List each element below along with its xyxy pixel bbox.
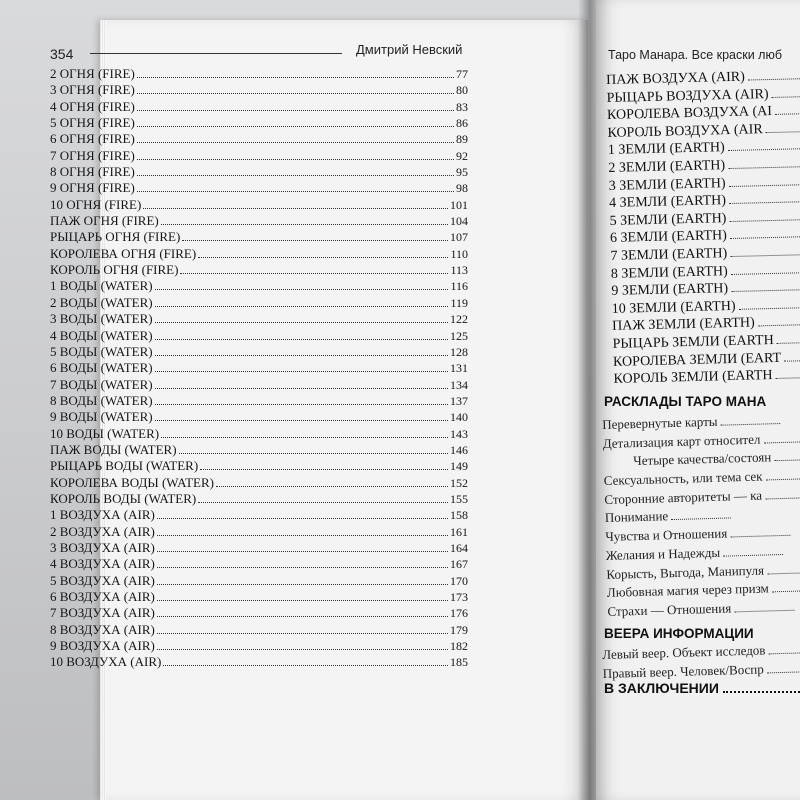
toc-entry-title: КОРОЛЕВА ОГНЯ (FIRE) [50, 245, 197, 261]
toc-entry-page: 164 [450, 540, 468, 555]
dot-leader [721, 423, 781, 426]
dot-leader [137, 93, 454, 94]
toc-entry-page: 95 [456, 165, 468, 180]
dot-leader [216, 486, 448, 487]
toc-entry-page: 146 [450, 442, 468, 457]
dot-leader [734, 610, 794, 613]
toc-entry [50, 622, 468, 638]
toc-entry [50, 556, 468, 572]
toc-entry-title: КОРОЛЬ ЗЕМЛИ (EARTH [613, 368, 773, 387]
toc-entry-page: 185 [450, 655, 468, 670]
toc-entry-page: 170 [450, 573, 468, 588]
toc-entry [50, 180, 468, 196]
toc-entry-page: 173 [450, 590, 468, 604]
toc-entry-page: 161 [450, 524, 468, 539]
running-header-left [50, 42, 480, 64]
toc-entry-title: РЫЦАРЬ ВОДЫ (WATER) [50, 458, 199, 474]
toc-entry-title: 8 ОГНЯ (FIRE) [50, 164, 135, 180]
toc-entry-title: 6 ВОДЫ (WATER) [50, 360, 153, 376]
toc-entry [50, 393, 468, 409]
toc-subentry-title: Сексуальность, или тема сек [603, 468, 763, 489]
toc-entry-page: 152 [450, 475, 468, 490]
toc-entry-title: 5 ЗЕМЛИ (EARTH) [609, 210, 727, 229]
toc-entry-title: КОРОЛЕВА ВОДЫ (WATER) [50, 474, 214, 490]
toc-entry-page: 122 [450, 312, 468, 327]
toc-subentry-title: Сторонние авторитеты — ка [604, 487, 763, 507]
right-page [596, 0, 800, 800]
toc-entry-title: 6 ЗЕМЛИ (EARTH) [609, 228, 727, 247]
toc-entry-page: 149 [450, 459, 468, 474]
table-of-contents-right [606, 66, 800, 389]
toc-entry-page: 137 [450, 393, 468, 408]
dot-leader [137, 175, 454, 176]
header-rule [90, 53, 342, 54]
toc-entry-title: ПАЖ ВОДЫ (WATER) [50, 441, 177, 457]
dot-leader [157, 600, 448, 601]
toc-entry-title: 5 ВОЗДУХА (AIR) [50, 572, 155, 588]
toc-entry-title: 2 ЗЕМЛИ (EARTH) [608, 158, 726, 176]
toc-entry-page: 107 [450, 230, 468, 245]
toc-subentry-title: Желания и Надежды [605, 544, 721, 563]
dot-leader [731, 289, 800, 292]
dot-leader [157, 616, 448, 617]
toc-entry [50, 589, 468, 605]
toc-entry [50, 213, 468, 229]
page-number: 354 [50, 46, 74, 62]
toc-entry [50, 491, 468, 507]
toc-entry [50, 442, 468, 458]
toc-entry [50, 115, 468, 131]
dot-leader [161, 224, 448, 225]
toc-entry-title: КОРОЛЬ ВОЗДУХА (AIR [607, 121, 763, 141]
dot-leader [767, 571, 800, 574]
toc-entry-page: 89 [456, 132, 468, 147]
section-title-fans: ВЕЕРА ИНФОРМАЦИИ [604, 626, 754, 641]
dot-leader [775, 112, 800, 115]
toc-subentry-title: Понимание [604, 508, 669, 526]
toc-subentry-title: Правый веер. Человек/Воспр [602, 661, 764, 681]
toc-entry [50, 246, 468, 262]
toc-entry-title: 5 ВОДЫ (WATER) [50, 343, 153, 359]
toc-entry-title: 8 ВОДЫ (WATER) [50, 392, 153, 408]
toc-entry-title: 2 ОГНЯ (FIRE) [50, 66, 135, 81]
toc-entry-title: КОРОЛЬ ВОДЫ (WATER) [50, 490, 197, 506]
section-title-spreads: РАСКЛАДЫ ТАРО МАНА [604, 394, 767, 409]
dot-leader [758, 323, 800, 326]
toc-subentry-title: Детализация карт относител [602, 431, 761, 451]
toc-entry-title: 5 ОГНЯ (FIRE) [50, 115, 135, 131]
dot-leader [728, 166, 800, 169]
toc-entry-page: 131 [450, 361, 468, 376]
toc-subentry-title: Страхи — Отношения [607, 600, 732, 619]
toc-entry-page: 86 [456, 116, 468, 131]
toc-entry [50, 295, 468, 311]
toc-entry [50, 540, 468, 556]
dot-leader [143, 208, 448, 209]
dot-leader [777, 341, 800, 344]
toc-entry [50, 409, 468, 425]
toc-entry [50, 605, 468, 621]
toc-entry-title: 4 ВОЗДУХА (AIR) [50, 556, 155, 572]
toc-entry-page: 80 [456, 83, 468, 98]
toc-entry-title: 2 ВОДЫ (WATER) [50, 294, 153, 310]
toc-entry [50, 82, 468, 98]
dot-leader [155, 404, 448, 405]
toc-entry-title: РЫЦАРЬ ОГНЯ (FIRE) [50, 229, 181, 245]
dot-leader [155, 388, 448, 389]
toc-entry [50, 426, 468, 442]
toc-entry [50, 66, 468, 82]
dot-leader [769, 652, 800, 655]
dot-leader [730, 254, 800, 257]
dot-leader [180, 273, 448, 274]
toc-entry [50, 164, 468, 180]
dot-leader [730, 535, 790, 538]
dot-leader [155, 306, 449, 307]
dot-leader [155, 339, 448, 340]
toc-entry [50, 328, 468, 344]
toc-entry [50, 654, 468, 670]
toc-entry [50, 573, 468, 589]
toc-entry-page: 140 [450, 410, 468, 425]
dot-leader [729, 183, 800, 186]
toc-entry-title: 4 ЗЕМЛИ (EARTH) [609, 193, 727, 212]
dot-leader [157, 567, 448, 568]
dot-leader [198, 257, 448, 258]
toc-entry-title: 10 ЗЕМЛИ (EARTH) [611, 298, 736, 317]
toc-entry-title: 9 ВОДЫ (WATER) [50, 409, 153, 425]
toc-entry-page: 125 [450, 328, 468, 343]
dot-leader [772, 590, 800, 593]
dot-leader [767, 670, 800, 673]
dot-leader [157, 551, 448, 552]
toc-entry-page: 83 [456, 99, 468, 114]
toc-entry-title: 3 ВОЗДУХА (AIR) [50, 539, 155, 555]
toc-entry-page: 98 [456, 181, 468, 196]
toc-subentry-title: Перевернутые карты [602, 413, 718, 432]
toc-entry-page: 167 [450, 557, 468, 572]
toc-entry-title: 7 ЗЕМЛИ (EARTH) [610, 246, 728, 264]
dot-leader [155, 322, 448, 323]
dot-leader [765, 497, 800, 500]
dot-leader [155, 420, 448, 421]
dot-leader [729, 201, 800, 204]
toc-entry-title: 4 ОГНЯ (FIRE) [50, 98, 135, 114]
dot-leader [157, 518, 448, 519]
toc-entry-title: 2 ВОЗДУХА (AIR) [50, 523, 155, 539]
dot-leader [155, 355, 448, 356]
author-name: Дмитрий Невский [356, 42, 463, 57]
toc-entry-title: 1 ВОЗДУХА (AIR) [50, 507, 155, 523]
dot-leader [137, 126, 454, 127]
dot-leader [774, 459, 800, 462]
toc-entry-title: 7 ВОДЫ (WATER) [50, 376, 153, 392]
toc-entry [50, 99, 468, 115]
toc-entry-page: 119 [450, 295, 468, 310]
dot-leader [161, 437, 448, 438]
toc-entry [50, 148, 468, 164]
toc-entry-page: 128 [450, 344, 468, 359]
dot-leader [137, 110, 454, 111]
toc-entry [50, 475, 468, 491]
running-header-right: Таро Манара. Все краски люб [608, 48, 782, 62]
toc-entry-page: 134 [450, 377, 468, 392]
dot-leader [179, 453, 448, 454]
toc-entry-title: 4 ВОДЫ (WATER) [50, 327, 153, 343]
dot-leader [729, 219, 800, 222]
toc-entry-page: 77 [456, 67, 468, 81]
toc-entry-title: РЫЦАРЬ ВОЗДУХА (AIR) [606, 86, 769, 106]
toc-entry [50, 377, 468, 393]
toc-entry-title: 6 ВОЗДУХА (AIR) [50, 589, 155, 604]
toc-entry [50, 262, 468, 278]
toc-entry [50, 638, 468, 654]
toc-entry-title: КОРОЛЕВА ВОЗДУХА (AI [606, 104, 773, 124]
toc-subentry-title: Любовная магия через призм [606, 580, 769, 601]
section-title-conclusion: В ЗАКЛЮЧЕНИИ [604, 680, 800, 696]
dot-leader [182, 240, 448, 241]
dot-leader [137, 159, 454, 160]
toc-entry-page: 176 [450, 606, 468, 621]
toc-entry-title: РЫЦАРЬ ЗЕМЛИ (EARTH [612, 332, 774, 352]
toc-entry-title: ПАЖ ВОЗДУХА (AIR) [606, 69, 746, 88]
dot-leader [157, 633, 448, 634]
dot-leader [723, 691, 800, 693]
toc-entry-page: 179 [450, 622, 468, 637]
dot-leader [739, 306, 800, 309]
dot-leader [155, 289, 449, 290]
dot-leader [748, 77, 800, 80]
toc-entry [50, 131, 468, 147]
dot-leader [157, 584, 448, 585]
toc-entry [50, 278, 468, 294]
toc-entry [50, 360, 468, 376]
toc-entry-title: 1 ВОДЫ (WATER) [50, 278, 153, 294]
toc-entry-title: ПАЖ ЗЕМЛИ (EARTH) [612, 315, 755, 335]
dot-leader [784, 358, 800, 361]
toc-entry [50, 458, 468, 474]
dot-leader [157, 649, 448, 650]
dot-leader [198, 502, 448, 503]
dot-leader [157, 535, 448, 536]
toc-entry [50, 197, 468, 213]
toc-subentry-title: Корысть, Выгода, Манипуля [606, 562, 765, 582]
toc-entry-title: ПАЖ ОГНЯ (FIRE) [50, 213, 159, 229]
dot-leader [163, 665, 448, 666]
dot-leader [137, 77, 454, 78]
toc-entry-title: КОРОЛЕВА ЗЕМЛИ (EART [612, 350, 782, 370]
toc-subentry-title: Четыре качества/состоян [633, 449, 772, 469]
toc-subentry-title: Левый веер. Объект исследов [602, 642, 766, 662]
dot-leader [723, 554, 783, 557]
toc-entry-title: 6 ОГНЯ (FIRE) [50, 131, 135, 147]
toc-entry-title: 1 ЗЕМЛИ (EARTH) [607, 140, 725, 159]
toc-entry-title: 3 ОГНЯ (FIRE) [50, 82, 135, 98]
toc-entry [50, 507, 468, 523]
dot-leader [155, 371, 448, 372]
dot-leader [763, 441, 800, 444]
dot-leader [730, 236, 800, 239]
dot-leader [728, 148, 800, 151]
toc-entry-page: 101 [450, 197, 468, 212]
fans-list [602, 640, 800, 684]
dot-leader [766, 478, 800, 481]
toc-entry [50, 344, 468, 360]
toc-entry-page: 104 [450, 214, 468, 229]
toc-entry [50, 524, 468, 540]
toc-entry-title: 10 ВОЗДУХА (AIR) [50, 654, 162, 670]
toc-entry-title: 3 ВОДЫ (WATER) [50, 311, 153, 327]
toc-entry-title: 10 ВОДЫ (WATER) [50, 425, 160, 441]
toc-entry-title: 3 ЗЕМЛИ (EARTH) [608, 175, 726, 194]
toc-entry-page: 158 [450, 508, 468, 523]
dot-leader [137, 191, 454, 192]
toc-entry-title: 9 ОГНЯ (FIRE) [50, 180, 135, 196]
toc-entry-title: 8 ВОЗДУХА (AIR) [50, 621, 155, 637]
toc-entry-title: 8 ЗЕМЛИ (EARTH) [610, 263, 728, 282]
toc-entry [50, 229, 468, 245]
dot-leader [772, 94, 800, 97]
dot-leader [200, 469, 448, 470]
dot-leader [766, 130, 800, 133]
dot-leader [671, 518, 731, 521]
toc-entry-page: 155 [450, 491, 468, 506]
toc-entry-page: 143 [450, 426, 468, 441]
dot-leader [731, 271, 800, 274]
toc-subentry-title: Чувства и Отношения [605, 525, 728, 545]
dot-leader [776, 376, 800, 379]
toc-entry-page: 110 [450, 246, 468, 261]
toc-entry [50, 311, 468, 327]
toc-entry-page: 182 [450, 639, 468, 654]
toc-entry-page: 116 [450, 279, 468, 294]
toc-entry-title: 9 ВОЗДУХА (AIR) [50, 638, 155, 654]
toc-entry-title: КОРОЛЬ ОГНЯ (FIRE) [50, 262, 179, 278]
toc-entry-page: 113 [450, 263, 468, 278]
toc-entry-page: 92 [456, 148, 468, 163]
toc-entry-title: 7 ВОЗДУХА (AIR) [50, 605, 155, 621]
table-of-contents-left [50, 66, 468, 671]
toc-entry-title: 7 ОГНЯ (FIRE) [50, 147, 135, 163]
spreads-list [602, 410, 800, 622]
dot-leader [137, 142, 454, 143]
toc-entry-title: 10 ОГНЯ (FIRE) [50, 196, 142, 212]
toc-entry-title: 9 ЗЕМЛИ (EARTH) [611, 281, 729, 300]
